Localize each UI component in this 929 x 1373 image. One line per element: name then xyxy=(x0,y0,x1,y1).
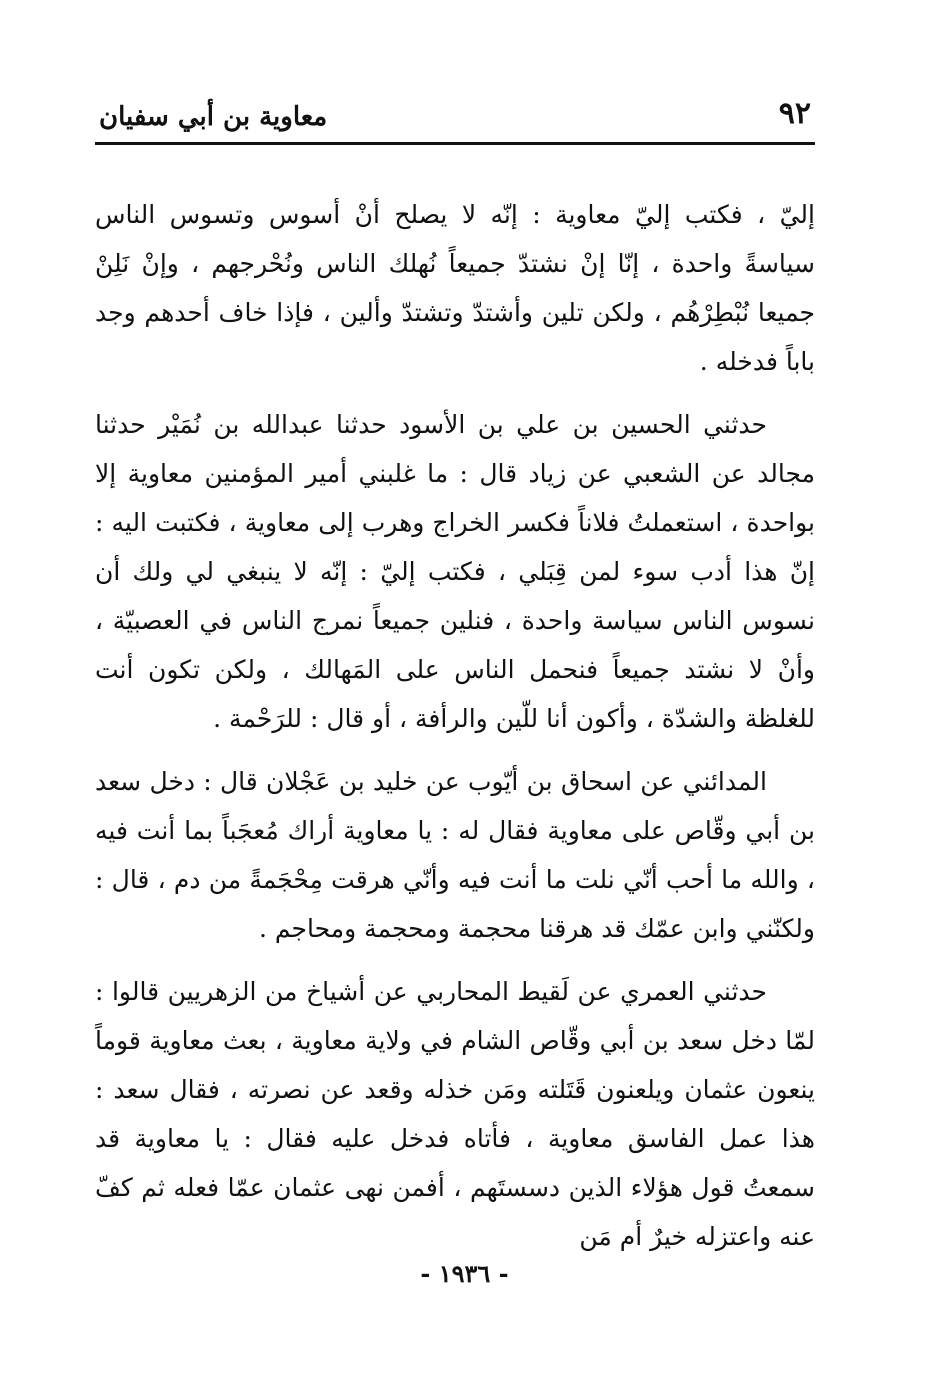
header-page-number: ٩٢ xyxy=(778,96,811,131)
body-text xyxy=(95,190,815,1275)
page-header xyxy=(95,92,815,144)
paragraph: حدثني الحسين بن علي بن الأسود حدثنا عبدالله بن نُمَيْر حدثنا مجالد عن الشعبي عن زياد قال : ما غلبني أمير المؤمنين معاوية إلا بواحدة ، استعملتُ فلاناً فكسر الخراج وهرب إلى معاوية ، فكتبت اليه : إنّ هذا أدب سوء لمن قِبَلي ، فكتب إليّ : إنّه لا ينبغي لي ولك أن نسوس الناس سياسة واحدة ، فنلين جميعاً نمرج الناس في العصبيّة ، وأنْ لا نشتد جميعاً فنحمل الناس على المَهالك ، ولكن تكون أنت للغلظة والشدّة ، وأكون أنا للّين والرأفة ، أو قال : للرَحْمة . xyxy=(95,410,815,733)
paragraph-continued: إليّ ، فكتب إليّ معاوية : إنّه لا يصلح أنْ أسوس وتسوس الناس سياسةً واحدة ، إنّا إنْ نشتدّ جميعاً نُهلك الناس ونُحْرجهم ، وإنْ نَلِنْ جميعا نُبْطِرْهُم ، ولكن تلين وأشتدّ وتشتدّ وألين ، فإذا خاف أحدهم وجد باباً فدخله . xyxy=(95,200,815,376)
footer-page-number: - ١٩٣٦ - xyxy=(420,1259,509,1288)
paragraph: حدثني العمري عن لَقيط المحاربي عن أشياخ من الزهريين قالوا : لمّا دخل سعد بن أبي وقّاص الشام في ولاية معاوية ، بعث معاوية قوماً ينعون عثمان ويلعنون قَتَلته ومَن خذله وقعد عن نصرته ، فقال سعد : هذا عمل الفاسق معاوية ، فأتاه فدخل عليه فقال : يا معاوية قد سمعتُ قول هؤلاء الذين دسستَهم ، أفمن نهى عثمان عمّا فعله ثم كفّ عنه واعتزله خيرٌ أم مَن xyxy=(95,977,815,1251)
header-divider xyxy=(95,142,815,145)
running-title: معاوية بن أبي سفيان xyxy=(99,102,328,132)
paragraph: المدائني عن اسحاق بن أيّوب عن خليد بن عَجْلان قال : دخل سعد بن أبي وقّاص على معاوية فقال له : يا معاوية أراك مُعجَباً بما أنت فيه ، والله ما أحب أنّي نلت ما أنت فيه وأنّي هرقت مِحْجَمةً من دم ، قال : ولكنّني وابن عمّك قد هرقنا محجمة ومحجمة ومحاجم . xyxy=(95,767,815,943)
